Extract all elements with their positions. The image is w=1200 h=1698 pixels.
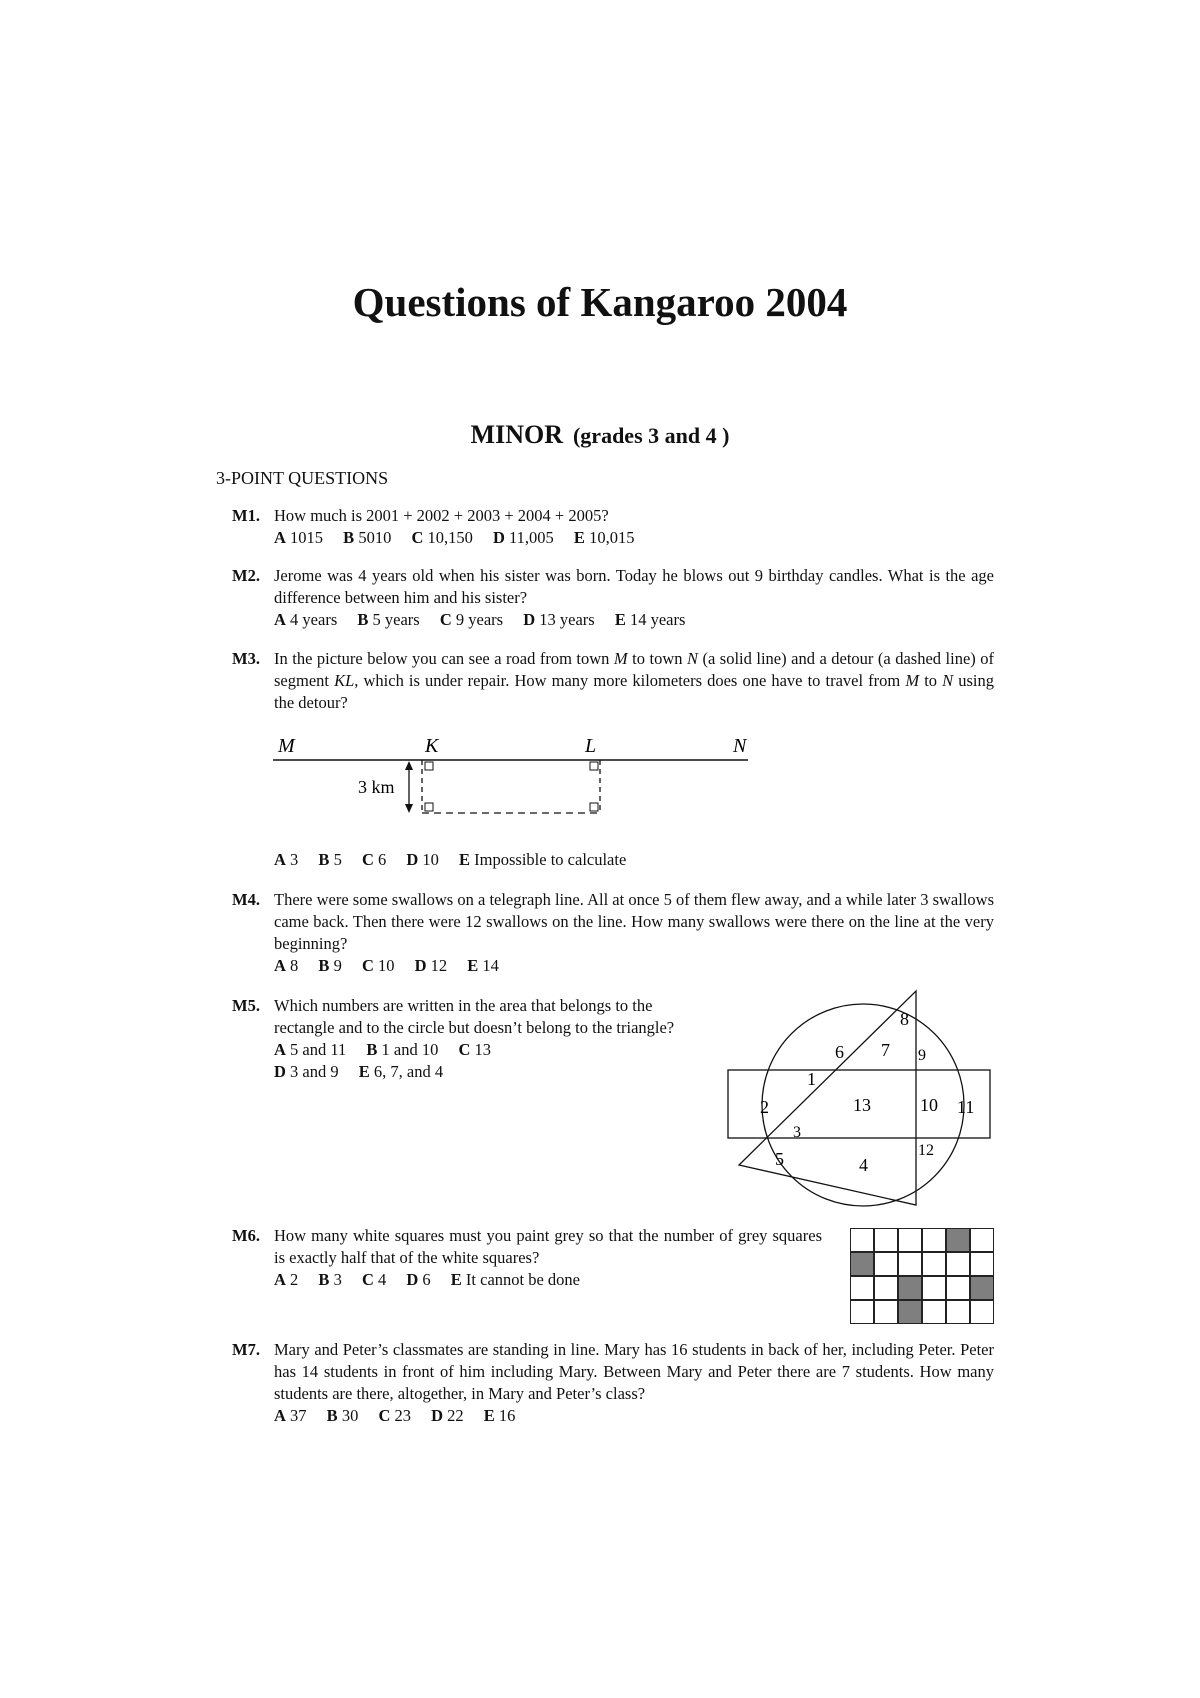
right-angle-mark xyxy=(425,803,433,811)
option-a: A 1015 xyxy=(274,528,324,547)
option-c: C 9 years xyxy=(439,610,504,629)
option-e: E It cannot be done xyxy=(450,1270,581,1289)
question-number: M3. xyxy=(232,649,260,668)
white-square xyxy=(851,1277,874,1300)
white-square xyxy=(923,1301,946,1324)
region-number: 12 xyxy=(918,1142,934,1159)
region-number: 9 xyxy=(918,1047,926,1064)
white-square xyxy=(923,1277,946,1300)
white-square xyxy=(875,1277,898,1300)
option-e: E 14 xyxy=(467,956,499,975)
question-number: M4. xyxy=(232,890,260,909)
question-text: Jerome was 4 years old when his sister was born. Today he blows out 9 birthday candles. What is the age difference between him and his sister? xyxy=(274,566,994,607)
question-m2 xyxy=(232,565,994,631)
region-number: 7 xyxy=(881,1040,890,1060)
region-number: 11 xyxy=(957,1097,975,1117)
label-l: L xyxy=(585,735,597,757)
question-text: Mary and Peter’s classmates are standing in line. Mary has 16 students in back of her, including Peter. Peter has 14 students in front of him including Mary. Between Mary and Peter there are 7 students. How many students are there, altogether, in Mary and Peter’s class? xyxy=(274,1340,994,1403)
question-m1 xyxy=(232,505,994,549)
region-number: 8 xyxy=(900,1009,909,1029)
grey-square xyxy=(899,1277,922,1300)
option-e: E 14 years xyxy=(614,610,686,629)
question-m3-options xyxy=(232,849,994,871)
answer-options-row2 xyxy=(274,1061,680,1083)
option-c: C 23 xyxy=(378,1406,411,1425)
white-square xyxy=(875,1229,898,1252)
question-number: M1. xyxy=(232,506,260,525)
option-d: D 13 years xyxy=(523,610,595,629)
answer-options xyxy=(274,849,994,871)
region-number: 4 xyxy=(859,1155,868,1175)
question-m7 xyxy=(232,1339,994,1427)
white-square xyxy=(899,1229,922,1252)
white-square xyxy=(851,1301,874,1324)
white-square xyxy=(971,1253,994,1276)
region-number: 13 xyxy=(853,1095,871,1115)
question-text: In the picture below you can see a road from town M to town N (a solid line) and a detour (a dashed line) of segment KL, which is under repair. How many more kilometers does one have to travel from M to N using the detour? xyxy=(274,649,995,712)
arrow-head-up xyxy=(405,761,413,770)
grey-square xyxy=(971,1277,994,1300)
subtitle-grades: (grades 3 and 4 ) xyxy=(572,423,730,448)
white-square xyxy=(947,1277,970,1300)
question-text: There were some swallows on a telegraph line. All at once 5 of them flew away, and a while later 3 swallows came back. Then there were 12 swallows on the line. How many swallows were there on the line at the very beginning? xyxy=(274,890,994,953)
option-d: D 22 xyxy=(431,1406,464,1425)
option-e: E 10,015 xyxy=(573,528,635,547)
grey-square xyxy=(947,1229,970,1252)
right-angle-mark xyxy=(590,762,598,770)
answer-options xyxy=(274,1039,680,1061)
page-subtitle xyxy=(0,420,1200,450)
question-m4 xyxy=(232,889,994,977)
option-c: C 10 xyxy=(361,956,395,975)
option-a: A 2 xyxy=(274,1270,299,1289)
white-square xyxy=(923,1229,946,1252)
white-square xyxy=(947,1253,970,1276)
question-m6 xyxy=(232,1225,822,1291)
venn-figure xyxy=(725,985,995,1210)
answer-options xyxy=(274,609,994,631)
road-detour-figure xyxy=(270,730,760,825)
white-square xyxy=(875,1253,898,1276)
white-square xyxy=(971,1301,994,1324)
option-a: A 3 xyxy=(274,850,299,869)
page-title: Questions of Kangaroo 2004 xyxy=(352,279,848,325)
question-m5 xyxy=(232,995,680,1083)
question-number: M5. xyxy=(232,996,260,1015)
region-number: 3 xyxy=(793,1124,801,1141)
region-number: 5 xyxy=(775,1149,784,1169)
white-square xyxy=(971,1229,994,1252)
white-square xyxy=(947,1301,970,1324)
option-e: E Impossible to calculate xyxy=(459,850,627,869)
option-b: B 9 xyxy=(318,956,342,975)
option-d: D 11,005 xyxy=(492,528,554,547)
option-a: A 37 xyxy=(274,1406,307,1425)
right-angle-mark xyxy=(590,803,598,811)
answer-options xyxy=(274,1269,822,1291)
option-d: D 3 and 9 xyxy=(274,1062,339,1081)
region-number: 1 xyxy=(807,1069,816,1089)
white-square xyxy=(851,1229,874,1252)
white-square xyxy=(899,1253,922,1276)
answer-options xyxy=(274,955,994,977)
question-number: M2. xyxy=(232,566,260,585)
question-text: How much is 2001 + 2002 + 2003 + 2004 + 2005? xyxy=(274,506,609,525)
option-c: C 13 xyxy=(458,1040,492,1059)
label-m: M xyxy=(278,735,295,757)
option-b: B 5 xyxy=(318,850,342,869)
option-c: C 10,150 xyxy=(411,528,473,547)
label-n: N xyxy=(733,735,747,757)
question-number: M7. xyxy=(232,1340,260,1359)
subtitle-level: MINOR xyxy=(470,420,563,449)
question-text: Which numbers are written in the area that belongs to the rectangle and to the circle but doesn’t belong to the triangle? xyxy=(274,996,675,1037)
grey-square xyxy=(899,1301,922,1324)
option-e: E 6, 7, and 4 xyxy=(358,1062,444,1081)
option-c: C 6 xyxy=(361,850,387,869)
option-d: D 10 xyxy=(406,850,439,869)
option-a: A 8 xyxy=(274,956,299,975)
answer-options xyxy=(274,1405,994,1427)
option-d: D 12 xyxy=(414,956,448,975)
label-k: K xyxy=(425,735,439,757)
arrow-head-down xyxy=(405,804,413,813)
answer-options xyxy=(274,527,994,549)
white-square xyxy=(875,1301,898,1324)
right-angle-mark xyxy=(425,762,433,770)
section-heading: 3-POINT QUESTIONS xyxy=(216,468,389,488)
question-text: How many white squares must you paint grey so that the number of grey squares is exactly half that of the white squares? xyxy=(274,1226,822,1267)
option-b: B 3 xyxy=(318,1270,342,1289)
option-b: B 30 xyxy=(326,1406,359,1425)
distance-label: 3 km xyxy=(358,777,395,797)
option-a: A 4 years xyxy=(274,610,338,629)
region-number: 10 xyxy=(920,1095,938,1115)
question-number: M6. xyxy=(232,1226,260,1245)
grey-square xyxy=(851,1253,874,1276)
option-b: B 5 years xyxy=(357,610,420,629)
question-m3 xyxy=(232,648,994,714)
option-e: E 16 xyxy=(483,1406,516,1425)
option-b: B 1 and 10 xyxy=(366,1040,439,1059)
option-d: D 6 xyxy=(406,1270,431,1289)
white-square xyxy=(923,1253,946,1276)
option-a: A 5 and 11 xyxy=(274,1040,347,1059)
region-number: 6 xyxy=(835,1042,844,1062)
option-b: B 5010 xyxy=(343,528,392,547)
region-number: 2 xyxy=(760,1097,769,1117)
square-grid-figure xyxy=(850,1228,994,1324)
option-c: C 4 xyxy=(361,1270,387,1289)
